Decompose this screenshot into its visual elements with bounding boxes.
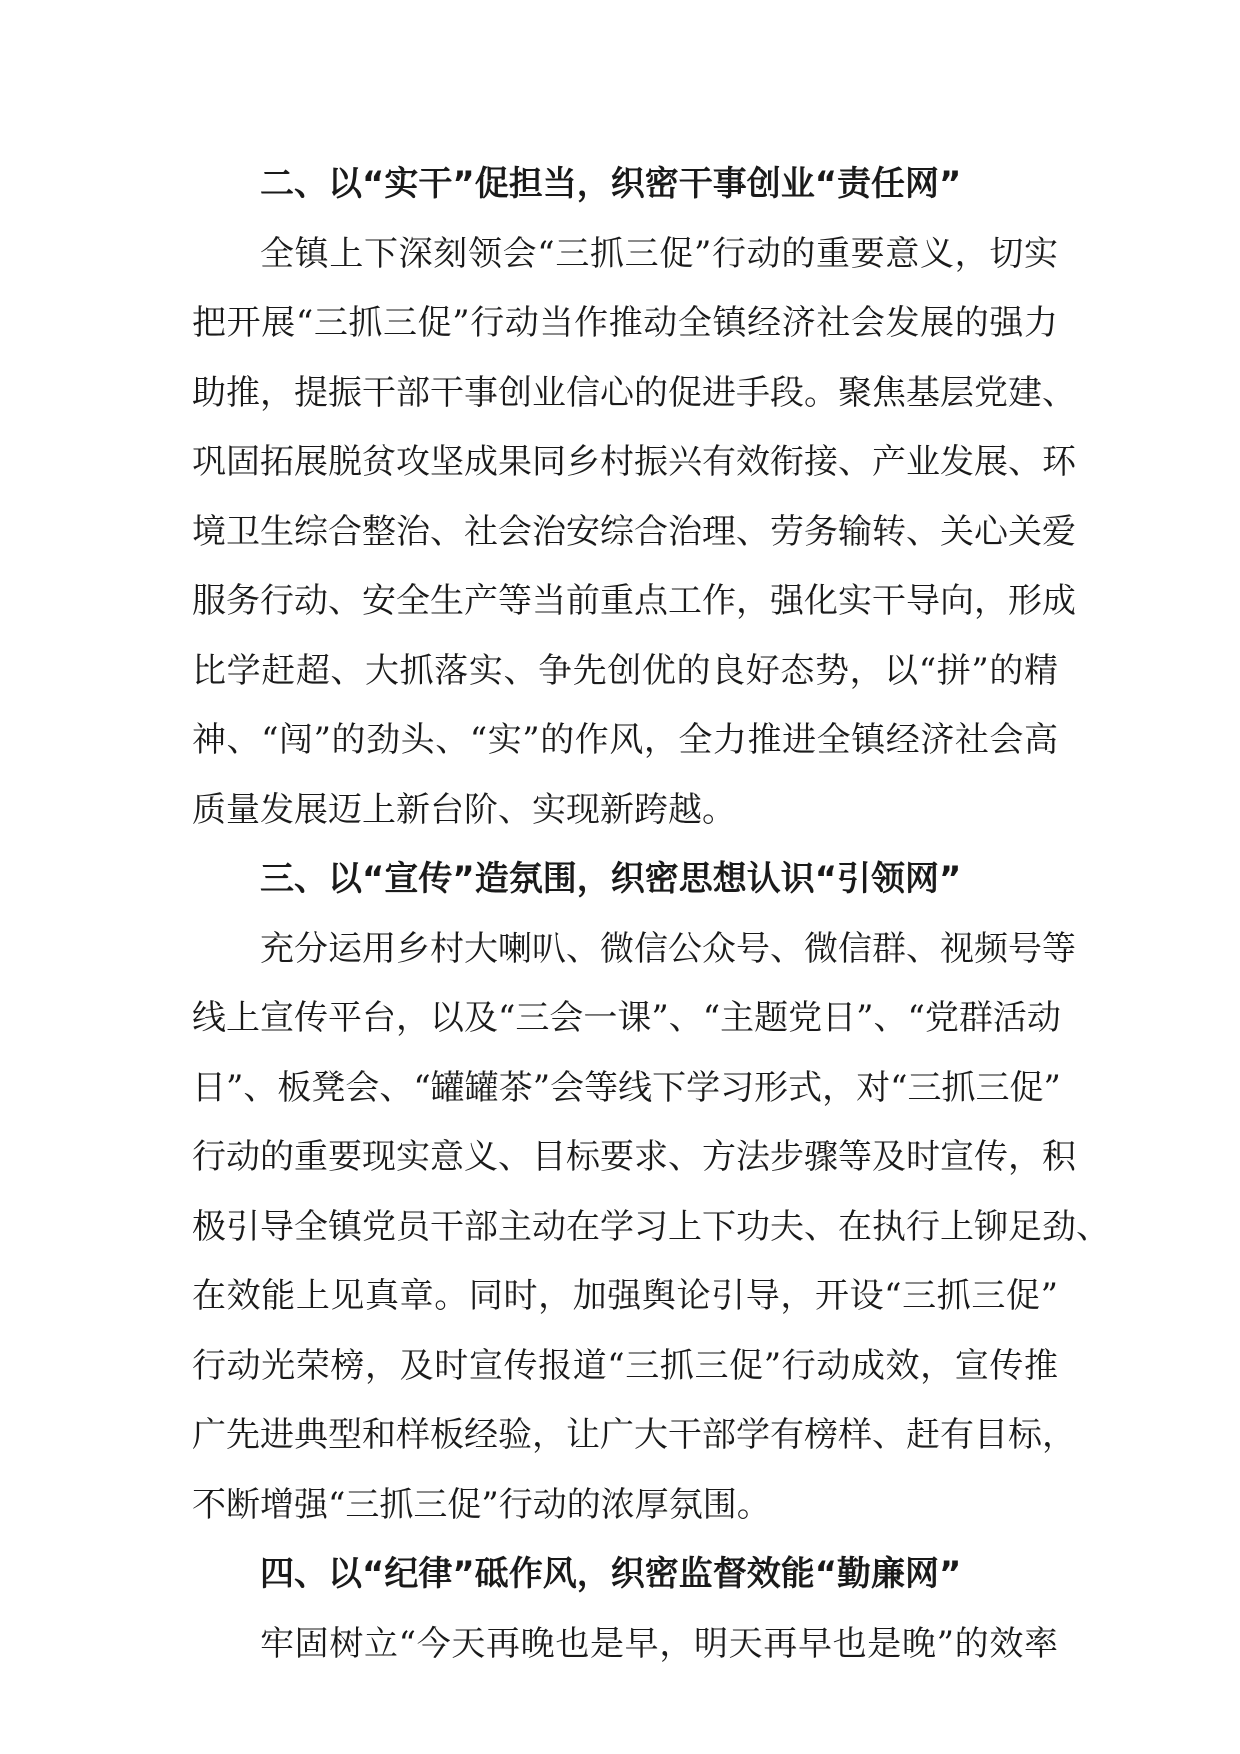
paragraph-line: 质量发展迈上新台阶、实现新跨越。 (192, 789, 736, 830)
paragraph-line: 充分运用乡村大喇叭、微信公众号、微信群、视频号等 (260, 928, 1076, 969)
paragraph-line: 巩固拓展脱贫攻坚成果同乡村振兴有效衔接、产业发展、环 (192, 442, 1076, 482)
paragraph-line: 牢固树立“今天再晚也是早，明天再早也是晚”的效率 (260, 1623, 1058, 1664)
paragraph-line: 比学赶超、大抓落实、争先创优的良好态势，以“拼”的精 (192, 650, 1058, 691)
paragraph-line: 把开展“三抓三促”行动当作推动全镇经济社会发展的强力 (192, 303, 1058, 343)
paragraph-line: 全镇上下深刻领会“三抓三促”行动的重要意义，切实 (260, 233, 1058, 274)
paragraph-line: 神、“闯”的劲头、“实”的作风，全力推进全镇经济社会高 (192, 720, 1058, 760)
paragraph-line: 日”、板凳会、“罐罐茶”会等线下学习形式，对“三抓三促” (192, 1067, 1061, 1108)
document-page (192, 150, 1110, 1679)
section-heading-3: 三、以“宣传”造氛围，织密思想认识“引领网” (260, 859, 962, 899)
paragraph-line: 服务行动、安全生产等当前重点工作，强化实干导向，形成 (192, 581, 1076, 621)
section-heading-2: 二、以“实干”促担当，织密干事创业“责任网” (260, 164, 962, 204)
paragraph-line: 不断增强“三抓三促”行动的浓厚氛围。 (192, 1484, 771, 1525)
paragraph-line: 广先进典型和样板经验，让广大干部学有榜样、赶有目标， (192, 1415, 1076, 1455)
paragraph-line: 线上宣传平台，以及“三会一课”、“主题党日”、“党群活动 (192, 998, 1061, 1038)
paragraph-line: 境卫生综合整治、社会治安综合治理、劳务输转、关心关爱 (192, 511, 1076, 552)
paragraph-line: 行动的重要现实意义、目标要求、方法步骤等及时宣传，积 (192, 1137, 1076, 1177)
paragraph-line: 行动光荣榜，及时宣传报道“三抓三促”行动成效，宣传推 (192, 1345, 1058, 1386)
section-heading-4: 四、以“纪律”砥作风，织密监督效能“勤廉网” (260, 1554, 962, 1594)
paragraph-line: 在效能上见真章。同时，加强舆论引导，开设“三抓三促” (192, 1276, 1058, 1316)
paragraph-line: 极引导全镇党员干部主动在学习上下功夫、在执行上铆足劲、 (192, 1206, 1110, 1247)
paragraph-line: 助推，提振干部干事创业信心的促进手段。聚焦基层党建、 (192, 372, 1076, 413)
